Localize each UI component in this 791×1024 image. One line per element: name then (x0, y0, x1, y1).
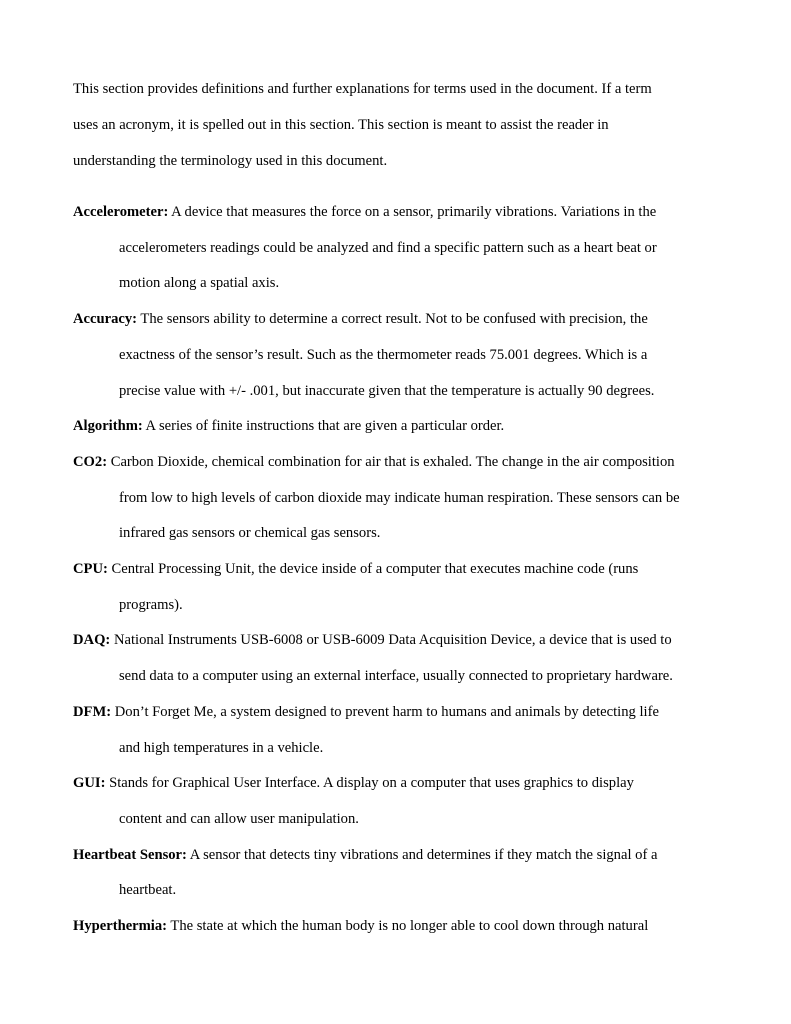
glossary-term: GUI: (73, 775, 106, 792)
entry-continuation-line: and high temperatures in a vehicle. (119, 739, 324, 756)
glossary-definition: Stands for Graphical User Interface. A display on a computer that uses graphics to display (105, 775, 634, 792)
glossary-definition: The sensors ability to determine a correct result. Not to be confused with precision, the (137, 311, 648, 328)
intro-line: understanding the terminology used in this document. (73, 152, 388, 169)
entry-first-line (73, 695, 733, 731)
entry-first-line (73, 445, 733, 481)
entry-continuation-line: content and can allow user manipulation. (119, 810, 359, 827)
glossary-entry (73, 909, 733, 945)
glossary-entry (73, 695, 733, 766)
glossary-term: CO2: (73, 453, 108, 470)
glossary-definition: A series of finite instructions that are given a particular order. (142, 418, 505, 435)
entry-continuation-line: motion along a spatial axis. (119, 275, 280, 292)
glossary-definition: The state at which the human body is no longer able to cool down through natural (167, 918, 649, 935)
glossary-term: Hyperthermia: (73, 918, 168, 935)
glossary-entry (73, 409, 733, 445)
entry-continuation-line: exactness of the sensor’s result. Such as the thermometer reads 75.001 degrees. Which is a (119, 346, 648, 363)
glossary-definition: Central Processing Unit, the device inside of a computer that executes machine code (runs (107, 561, 639, 578)
entry-continuation-line: precise value with +/- .001, but inaccurate given that the temperature is actually 90 degrees. (119, 382, 655, 399)
glossary-entry (73, 445, 733, 552)
glossary-definition: National Instruments USB-6008 or USB-6009 Data Acquisition Device, a device that is used to (110, 632, 672, 649)
entry-continuation-line: programs). (119, 596, 183, 613)
intro-line: This section provides definitions and further explanations for terms used in the document. If a term (73, 81, 652, 97)
glossary-definition: A device that measures the force on a sensor, primarily vibrations. Variations in the (168, 204, 657, 220)
glossary-definition: Carbon Dioxide, chemical combination for air that is exhaled. The change in the air composition (107, 453, 675, 470)
intro-line: uses an acronym, it is spelled out in this section. This section is meant to assist the reader in (73, 116, 609, 133)
entry-continuation-line: accelerometers readings could be analyzed and find a specific pattern such as a heart beat or (119, 239, 657, 256)
entry-continuation-line: infrared gas sensors or chemical gas sensors. (119, 525, 381, 542)
entry-first-line (73, 909, 733, 945)
entry-continuation-line: heartbeat. (119, 882, 177, 899)
glossary-term: Accuracy: (73, 311, 138, 328)
entry-first-line (73, 552, 733, 588)
glossary-definition: Don’t Forget Me, a system designed to prevent harm to humans and animals by detecting life (111, 703, 659, 720)
entry-continuation-line: from low to high levels of carbon dioxide may indicate human respiration. These sensors can be (119, 489, 680, 506)
glossary-entry (73, 195, 733, 302)
entry-first-line (73, 623, 733, 659)
glossary-term: Accelerometer: (73, 204, 169, 220)
glossary-term: Algorithm: (73, 418, 143, 435)
glossary-term: Heartbeat Sensor: (73, 846, 187, 863)
glossary-entry (73, 766, 733, 837)
glossary-list (73, 195, 733, 945)
glossary-entry (73, 302, 733, 409)
glossary-entry (73, 623, 733, 694)
glossary-entry (73, 838, 733, 909)
entry-first-line (73, 409, 733, 445)
glossary-term: DFM: (73, 703, 112, 720)
glossary-term: DAQ: (73, 632, 111, 649)
entry-first-line (73, 195, 733, 231)
entry-first-line (73, 766, 733, 802)
glossary-entry (73, 552, 733, 623)
entry-first-line (73, 302, 733, 338)
entry-first-line (73, 838, 733, 874)
glossary-definition: A sensor that detects tiny vibrations and determines if they match the signal of a (186, 846, 658, 863)
entry-continuation-line: send data to a computer using an external interface, usually connected to proprietary hardware. (119, 668, 673, 685)
intro-paragraph (73, 72, 723, 179)
glossary-term: CPU: (73, 561, 108, 578)
